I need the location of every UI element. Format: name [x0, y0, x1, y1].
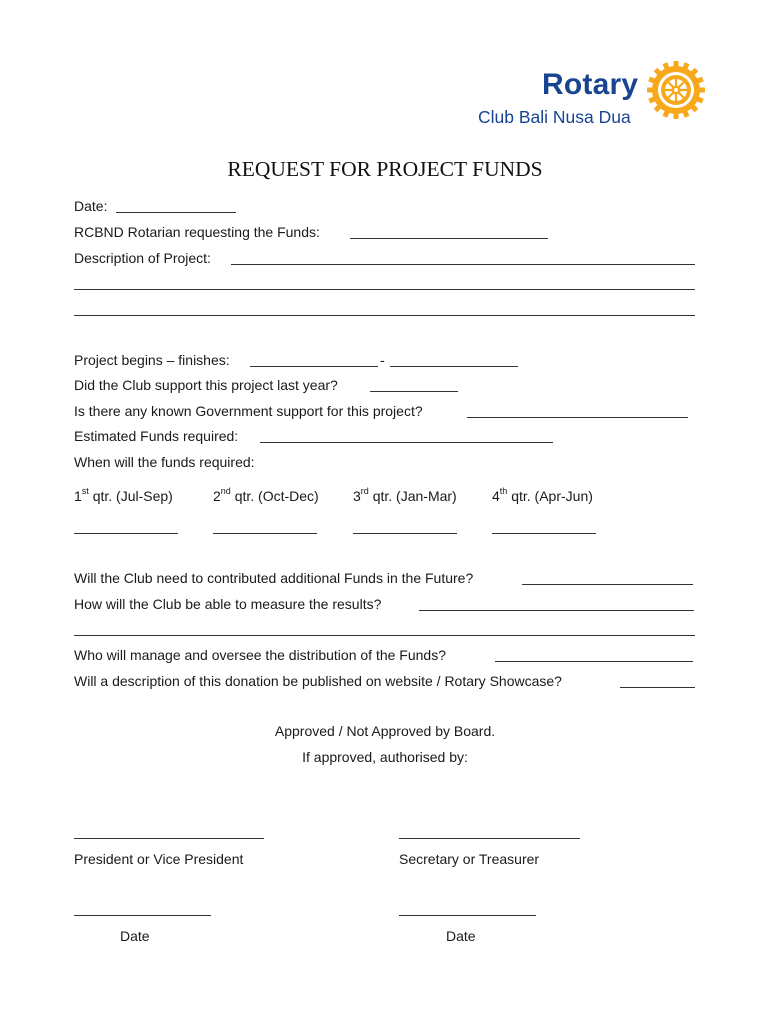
secretary-date-label: Date: [446, 928, 476, 944]
quarter-4-label: 4th qtr. (Apr-Jun): [492, 486, 593, 504]
logo-brand-text: Rotary: [542, 68, 639, 101]
measure-results-field-line-1[interactable]: [419, 610, 694, 611]
description-field-line-3[interactable]: [74, 315, 695, 316]
future-funds-field[interactable]: [522, 584, 693, 585]
secretary-signature-field[interactable]: [399, 838, 580, 839]
quarter-1-field[interactable]: [74, 533, 178, 534]
form-title: REQUEST FOR PROJECT FUNDS: [227, 157, 543, 181]
secretary-date-field[interactable]: [399, 915, 536, 916]
approval-status-text: Approved / Not Approved by Board.: [274, 723, 496, 739]
quarter-1-label: 1st qtr. (Jul-Sep): [74, 486, 173, 504]
description-field-line-1[interactable]: [231, 264, 695, 265]
description-label: Description of Project:: [74, 250, 211, 266]
club-support-label: Did the Club support this project last year?: [74, 377, 338, 393]
measure-results-label: How will the Club be able to measure the results?: [74, 596, 382, 612]
manage-funds-field[interactable]: [495, 661, 693, 662]
president-date-label: Date: [120, 928, 150, 944]
description-field-line-2[interactable]: [74, 289, 695, 290]
published-field[interactable]: [620, 687, 695, 688]
estimated-funds-label: Estimated Funds required:: [74, 428, 239, 444]
project-begin-field[interactable]: [250, 366, 378, 367]
published-label: Will a description of this donation be published on website / Rotary Showcase?: [74, 673, 562, 689]
date-field[interactable]: [116, 212, 236, 213]
rotary-logo: [478, 60, 718, 132]
secretary-role-label: Secretary or Treasurer: [399, 851, 540, 867]
quarter-3-label: 3rd qtr. (Jan-Mar): [353, 486, 457, 504]
quarter-2-field[interactable]: [213, 533, 317, 534]
measure-results-field-line-2[interactable]: [74, 635, 695, 636]
project-dates-label: Project begins – finishes:: [74, 352, 230, 368]
president-role-label: President or Vice President: [74, 851, 244, 867]
rotarian-field[interactable]: [350, 238, 548, 239]
future-funds-label: Will the Club need to contributed additional Funds in the Future?: [74, 570, 474, 586]
date-label: Date:: [74, 198, 108, 214]
project-finish-field[interactable]: [390, 366, 518, 367]
quarter-3-field[interactable]: [353, 533, 457, 534]
estimated-funds-field[interactable]: [260, 442, 553, 443]
president-date-field[interactable]: [74, 915, 211, 916]
gov-support-label: Is there any known Government support for this project?: [74, 403, 423, 419]
project-dates-separator: -: [380, 352, 385, 368]
president-signature-field[interactable]: [74, 838, 264, 839]
logo-club-text: Club Bali Nusa Dua: [478, 107, 631, 127]
quarter-4-field[interactable]: [492, 533, 596, 534]
authorised-by-text: If approved, authorised by:: [302, 749, 468, 765]
club-support-field[interactable]: [370, 391, 458, 392]
quarter-2-label: 2nd qtr. (Oct-Dec): [213, 486, 319, 504]
rotarian-label: RCBND Rotarian requesting the Funds:: [74, 224, 320, 240]
gov-support-field[interactable]: [467, 417, 688, 418]
manage-funds-label: Who will manage and oversee the distribution of the Funds?: [74, 647, 446, 663]
when-funds-label: When will the funds required:: [74, 454, 255, 470]
rotary-wheel-icon: [646, 60, 706, 120]
